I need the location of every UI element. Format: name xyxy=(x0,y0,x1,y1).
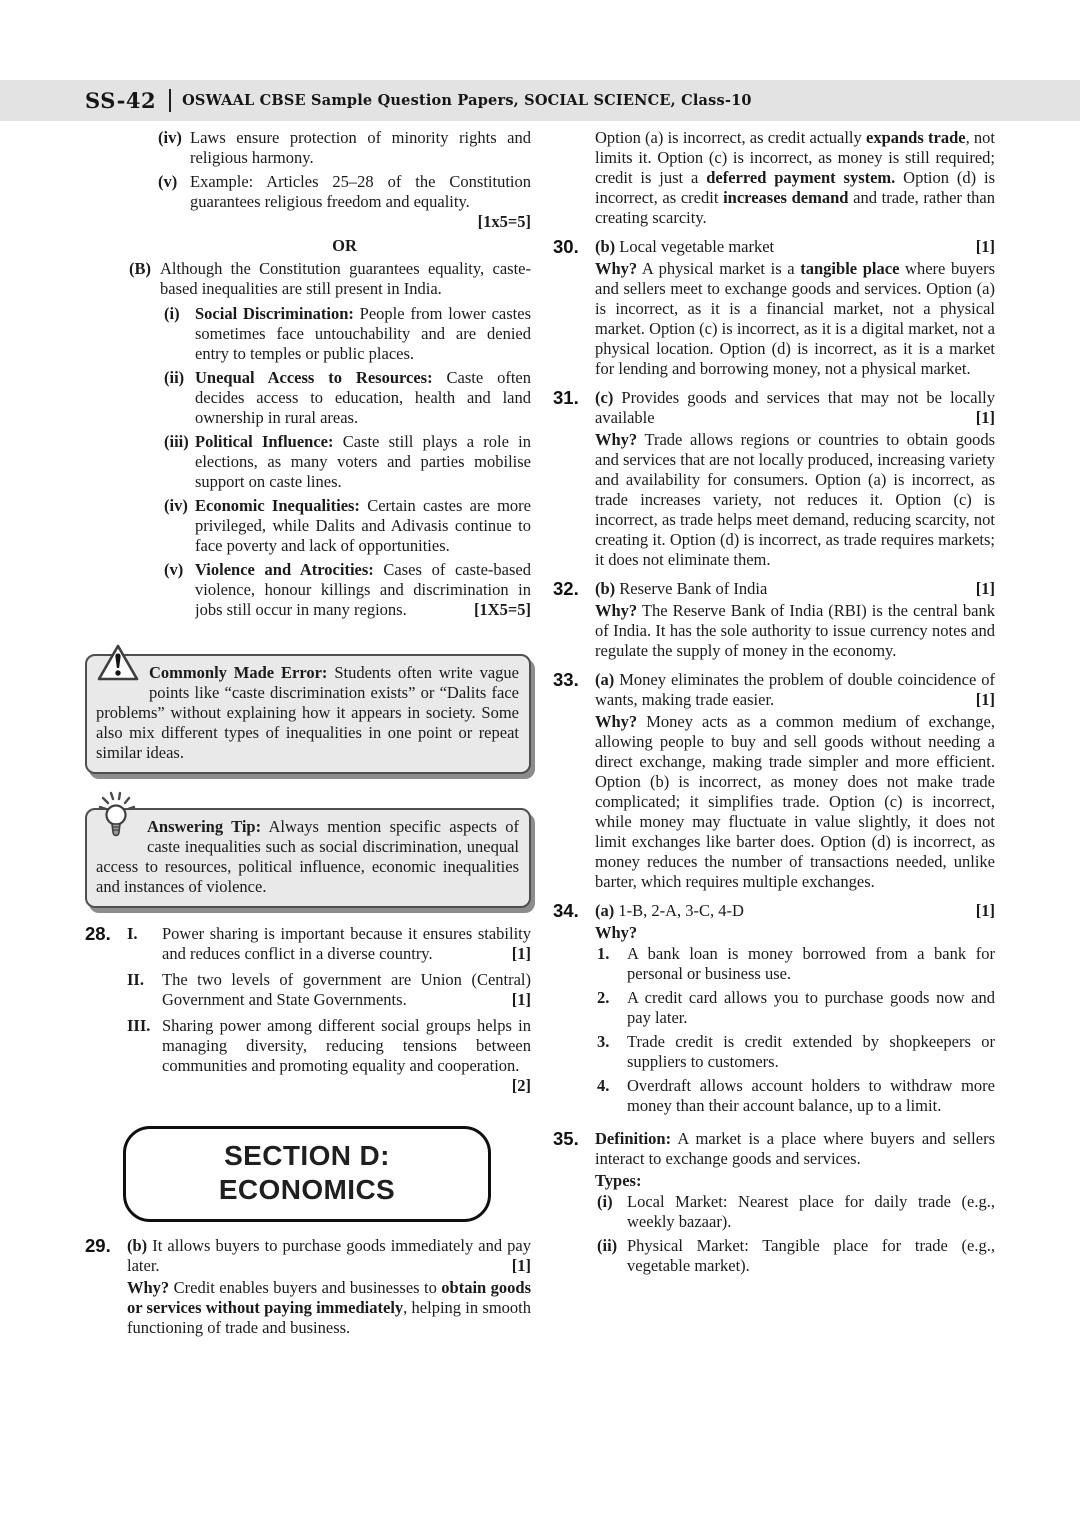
question-number: 28. xyxy=(85,923,111,944)
answer-text: (b) Local vegetable market xyxy=(595,237,775,256)
roman-item xyxy=(127,970,531,1010)
marks-badge: [1] xyxy=(975,690,995,709)
list-item xyxy=(597,944,995,984)
question-number: 33. xyxy=(553,669,579,690)
answer-point-v xyxy=(158,172,531,232)
header-divider xyxy=(169,89,171,112)
answer-line xyxy=(127,1236,531,1276)
warning-triangle-icon xyxy=(96,643,140,688)
column-left xyxy=(85,128,531,1338)
question-body xyxy=(595,579,995,661)
point-text-body: Violence and Atrocities: Cases of caste-based violence, honour killings and discrimination in jobs still occur in many regions. xyxy=(195,560,531,619)
list-item xyxy=(164,560,531,620)
list-item xyxy=(597,1192,995,1232)
question-number: 34. xyxy=(553,900,579,921)
roman-text xyxy=(162,970,531,1010)
answer-line xyxy=(595,388,995,428)
point-label: (i) xyxy=(164,304,180,323)
part-b-list xyxy=(160,304,531,620)
point-label: (v) xyxy=(164,560,184,579)
point-text: Social Discrimination: People from lower castes sometimes face untouchability and are denied entry to temples or public places. xyxy=(195,304,531,363)
part-label: (B) xyxy=(129,259,151,278)
part-body xyxy=(160,259,531,624)
answering-tip-box xyxy=(85,808,531,908)
roman-item xyxy=(127,924,531,964)
question-34 xyxy=(553,901,995,1120)
point-text-body: Example: Articles 25–28 of the Constitution guarantees religious freedom and equality. xyxy=(190,172,531,211)
or-separator: OR xyxy=(332,236,357,255)
question-body xyxy=(595,670,995,892)
question-number: 32. xyxy=(553,578,579,599)
question-number: 35. xyxy=(553,1128,579,1149)
item-text: Trade credit is credit extended by shopkeepers or suppliers to customers. xyxy=(627,1032,995,1071)
why-paragraph: Why? Money acts as a common medium of exchange, allowing people to buy and sell goods without needing a direct exchange, making trade simpler and more efficient. Option (b) is incorrect, as money does not make trade complicated; it simplifies trade. Option (c) is incorrect, while money may fluctuate in value slightly, it does not limit exchanges like barter does. Option (d) is incorrect, as money reduces the number of transactions needed, unlike barter, which requires multiple exchanges. xyxy=(595,712,995,891)
item-text: Local Market: Nearest place for daily trade (e.g., weekly bazaar). xyxy=(627,1192,995,1231)
section-heading-line1: SECTION D: xyxy=(224,1140,390,1171)
list-item xyxy=(164,432,531,492)
point-label: (iii) xyxy=(164,432,189,451)
error-box-text: Commonly Made Error: Students often write vague points like “caste discrimination exists” or “Dalits face problems” without explaining how it appears in society. Some also mix different types of inequalities in one point or repeat similar ideas. xyxy=(96,663,519,762)
part-intro: Although the Constitution guarantees equality, caste-based inequalities are still present in India. xyxy=(160,259,531,298)
answer-line xyxy=(595,579,995,599)
item-label: 1. xyxy=(597,944,610,963)
list-item xyxy=(597,988,995,1028)
list-item xyxy=(597,1032,995,1072)
page-number: SS-42 xyxy=(85,87,157,113)
point-label: (v) xyxy=(158,172,178,191)
question-body xyxy=(595,237,995,379)
marks-badge: [2] xyxy=(511,1076,531,1095)
roman-text-body: Sharing power among different social groups helps in managing diversity, reducing tensions between communities and promoting equality and cooperation. xyxy=(162,1016,531,1075)
item-text: A bank loan is money borrowed from a bank for personal or business use. xyxy=(627,944,995,983)
list-item xyxy=(597,1236,995,1276)
answer-text: (c) Provides goods and services that may not be locally available xyxy=(595,388,995,427)
answer-line xyxy=(595,901,995,921)
lightbulb-icon xyxy=(96,791,138,844)
question-35 xyxy=(553,1129,995,1280)
roman-label: I. xyxy=(127,924,138,943)
roman-label: III. xyxy=(127,1016,151,1035)
commonly-made-error-box xyxy=(85,654,531,774)
point-text: Economic Inequalities: Certain castes are more privileged, while Dalits and Adivasis continue to face poverty and lack of opportunities. xyxy=(195,496,531,555)
answer-text: (b) It allows buyers to purchase goods immediately and pay later. xyxy=(127,1236,531,1275)
item-label: 3. xyxy=(597,1032,610,1051)
roman-item xyxy=(127,1016,531,1096)
why-paragraph: Why? The Reserve Bank of India (RBI) is the central bank of India. It has the sole authority to issue currency notes and regulate the supply of money in the economy. xyxy=(595,601,995,660)
section-heading-line2: ECONOMICS xyxy=(218,1174,396,1205)
question-number: 29. xyxy=(85,1235,111,1256)
answer-text: (a) 1-B, 2-A, 3-C, 4-D xyxy=(595,901,744,920)
question-33 xyxy=(553,670,995,892)
marks-badge: [1X5=5] xyxy=(473,600,531,619)
question-29-continuation: Option (a) is incorrect, as credit actually expands trade, not limits it. Option (c) is incorrect, as money is still required; credit is just a deferred payment system. Option (d) is incorrect, as credit increases demand and trade, rather than creating scarcity. xyxy=(595,128,996,227)
question-number: 30. xyxy=(553,236,579,257)
roman-text xyxy=(162,924,531,964)
item-label: 2. xyxy=(597,988,610,1007)
question-32 xyxy=(553,579,995,661)
answer-part-b xyxy=(85,259,531,624)
marks-badge: [1] xyxy=(975,901,995,920)
point-text: Political Influence: Caste still plays a role in elections, as many voters and parties mobilise support on caste lines. xyxy=(195,432,531,491)
item-text: Physical Market: Tangible place for trade (e.g., vegetable market). xyxy=(627,1236,995,1275)
roman-text xyxy=(162,1016,531,1096)
question-28 xyxy=(85,924,531,1102)
answer-point-iv xyxy=(158,128,531,168)
marks-badge: [1x5=5] xyxy=(477,212,531,231)
section-heading xyxy=(123,1126,491,1222)
item-label: (ii) xyxy=(597,1236,618,1255)
definition-paragraph: Definition: A market is a place where buyers and sellers interact to exchange goods and services. xyxy=(595,1129,995,1168)
marks-badge: [1] xyxy=(511,1256,531,1275)
marks-badge: [1] xyxy=(511,990,531,1009)
question-30 xyxy=(553,237,995,379)
marks-badge: [1] xyxy=(975,237,995,256)
list-item xyxy=(164,496,531,556)
roman-text-body: Power sharing is important because it ensures stability and reduces conflict in a diverse country. xyxy=(162,924,531,963)
marks-badge: [1] xyxy=(511,944,531,963)
answer-text: (b) Reserve Bank of India xyxy=(595,579,768,598)
list-item xyxy=(164,304,531,364)
question-29 xyxy=(85,1236,531,1338)
marks-badge: [1] xyxy=(975,408,995,427)
point-text: Laws ensure protection of minority rights and religious harmony. xyxy=(190,128,531,167)
roman-label: II. xyxy=(127,970,144,989)
item-text: A credit card allows you to purchase goods now and pay later. xyxy=(627,988,995,1027)
answer-line xyxy=(595,237,995,257)
question-body xyxy=(127,1236,531,1338)
list-item xyxy=(164,368,531,428)
answer-line xyxy=(595,670,995,710)
item-label: 4. xyxy=(597,1076,610,1095)
why-paragraph: Why? A physical market is a tangible place where buyers and sellers meet to exchange goods and services. Option (a) is incorrect, as it is a financial market, not a physical market. Option (c) is incorrect, as it is a digital market, not a physical location. Option (d) is incorrect, as it is a market for lending and borrowing money, not a physical market. xyxy=(595,259,995,378)
point-label: (ii) xyxy=(164,368,185,387)
header-band xyxy=(0,80,1080,121)
point-text xyxy=(195,560,531,620)
question-body xyxy=(127,924,531,1102)
question-body xyxy=(595,1129,995,1280)
point-text xyxy=(190,172,531,232)
point-label: (iv) xyxy=(158,128,182,147)
tip-box-text: Answering Tip: Always mention specific aspects of caste inequalities such as social discrimination, unequal access to resources, political influence, economic inequalities and instances of violence. xyxy=(96,817,519,896)
marks-badge: [1] xyxy=(975,579,995,598)
types-label: Types: xyxy=(595,1171,642,1190)
why-label: Why? xyxy=(595,923,638,942)
list-item xyxy=(597,1076,995,1116)
answer-text: (a) Money eliminates the problem of double coincidence of wants, making trade easier. xyxy=(595,670,995,709)
roman-text-body: The two levels of government are Union (Central) Government and State Governments. xyxy=(162,970,531,1009)
question-body xyxy=(595,901,995,1120)
book-title: OSWAAL CBSE Sample Question Papers, SOCIAL SCIENCE, Class-10 xyxy=(182,91,752,109)
point-text: Unequal Access to Resources: Caste often decides access to education, health and land ownership in rural areas. xyxy=(195,368,532,427)
question-body xyxy=(595,388,995,570)
why-paragraph: Why? Trade allows regions or countries to obtain goods and services that are not locally produced, increasing variety and availability for consumers. Option (a) is incorrect, as trade increases variety, not reduces it. Option (c) is incorrect, as trade helps meet demand, reducing scarcity, not creating it. Option (d) is incorrect, as trade requires markets; it does not eliminate them. xyxy=(595,430,995,569)
item-label: (i) xyxy=(597,1192,613,1211)
column-right xyxy=(553,128,995,1280)
question-31 xyxy=(553,388,995,570)
point-label: (iv) xyxy=(164,496,188,515)
why-paragraph: Why? Credit enables buyers and businesses to obtain goods or services without paying immediately, helping in smooth functioning of trade and business. xyxy=(127,1278,531,1337)
question-number: 31. xyxy=(553,387,579,408)
item-text: Overdraft allows account holders to withdraw more money than their account balance, up to a limit. xyxy=(627,1076,995,1115)
